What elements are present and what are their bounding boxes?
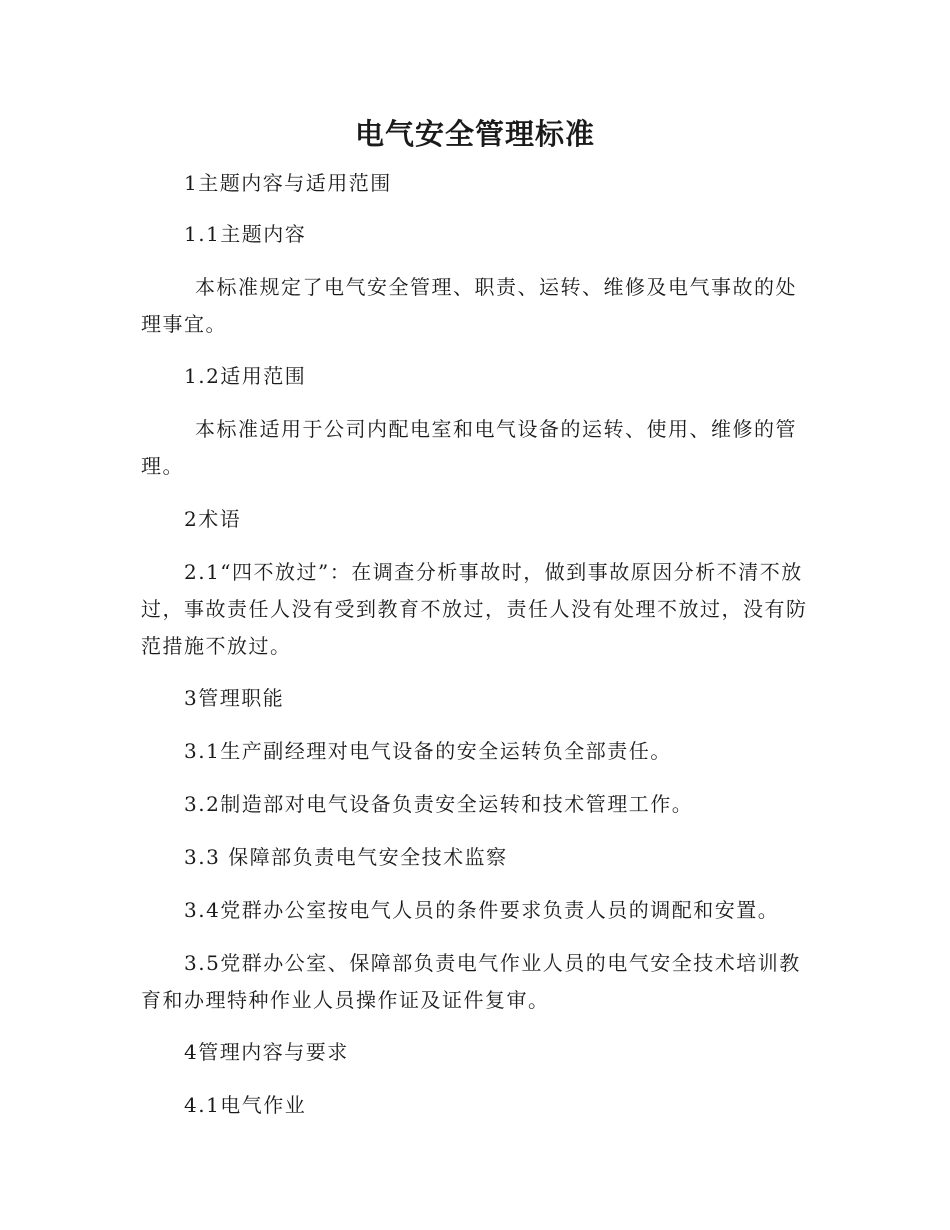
paragraph-scope-content: 本标准规定了电气安全管理、职责、运转、维修及电气事故的处理事宜。 (141, 275, 797, 336)
heading-section-3: 3管理职能 (184, 686, 285, 710)
paragraph-3-2: 3.2制造部对电气设备负责安全运转和技术管理工作。 (184, 792, 694, 816)
paragraph-3-5: 3.5党群办公室、保障部负责电气作业人员的电气安全技术培训教育和办理特种作业人员操作证及证件复审。 (141, 951, 801, 1012)
paragraph-four-not-let-go: 2.1“四不放过”：在调查分析事故时，做到事故原因分析不清不放过，事故责任人没有受到教育不放过，责任人没有处理不放过，没有防范措施不放过。 (141, 560, 808, 658)
paragraph-3-3: 3.3 保障部负责电气安全技术监察 (184, 845, 508, 869)
document-title: 电气安全管理标准 (354, 117, 595, 151)
heading-section-4: 4管理内容与要求 (184, 1040, 349, 1064)
heading-section-1-2: 1.2适用范围 (184, 364, 307, 388)
paragraph-scope-applicability: 本标准适用于公司内配电室和电气设备的运转、使用、维修的管理。 (141, 417, 797, 478)
heading-section-1-1: 1.1主题内容 (184, 222, 307, 246)
heading-section-4-1: 4.1电气作业 (184, 1093, 307, 1117)
paragraph-3-1: 3.1生产副经理对电气设备的安全运转负全部责任。 (184, 739, 672, 763)
heading-section-1: 1主题内容与适用范围 (184, 171, 392, 195)
paragraph-3-4: 3.4党群办公室按电气人员的条件要求负责人员的调配和安置。 (184, 898, 780, 922)
heading-section-2: 2术语 (184, 507, 242, 531)
